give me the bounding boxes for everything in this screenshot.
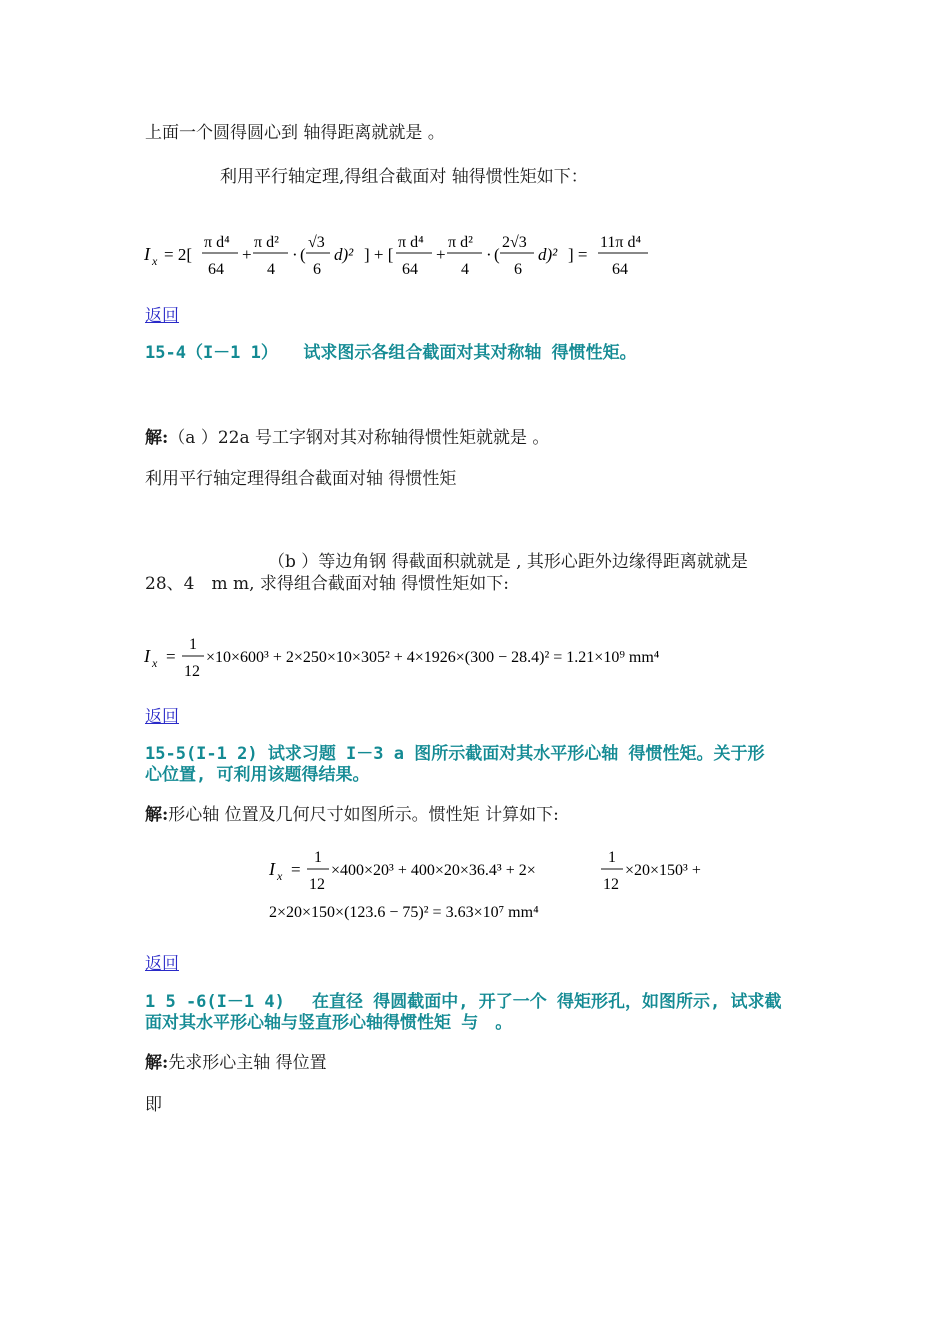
eq1-frac3-d: d)² — [334, 245, 354, 264]
eq1-frac6-den: 6 — [514, 261, 522, 278]
eq3-frac2-den: 12 — [603, 876, 619, 893]
eq2-lhs-sub: x — [152, 656, 158, 670]
eq1-frac1-den: 64 — [208, 261, 224, 278]
eq2-frac-num: 1 — [189, 636, 197, 653]
heading-15-6-line1: 1 5 -6(I－1 4) 在直径 得圆截面中, 开了一个 得矩形孔，如图所示, 试求截 — [145, 992, 782, 1012]
eq1-frac4-den: 64 — [402, 261, 418, 278]
eq1-lhs-sub: x — [152, 254, 158, 268]
heading-15-5-line2: 心位置, 可利用该题得结果。 — [145, 765, 370, 785]
eq2-frac-den: 12 — [184, 663, 200, 680]
eq3-line2: 2×20×150×(123.6 − 75)² = 3.63×10⁷ mm⁴ — [269, 904, 539, 921]
eq2-lhs-i: I — [144, 646, 150, 666]
eq1-frac6-num: 2√3 — [502, 234, 527, 251]
solution-15-5-text: 形心轴 位置及几何尺寸如图所示。惯性矩 计算如下: — [168, 805, 559, 825]
eq3-lhs-i: I — [269, 859, 275, 879]
paragraph-ji: 即 — [145, 1095, 162, 1115]
eq3-frac1-num: 1 — [314, 849, 322, 866]
solution-a-text: （a ）22a 号工字钢对其对称轴得惯性矩就就是 。 — [168, 428, 550, 448]
solution-15-6-text: 先求形心主轴 得位置 — [168, 1053, 327, 1073]
eq3-frac1-den: 12 — [309, 876, 325, 893]
back-link-2[interactable]: 返回 — [145, 707, 179, 727]
eq1-frac2-num: π d² — [254, 234, 279, 251]
eq1-dot1: · — [292, 245, 298, 264]
eq1-frac5-den: 4 — [461, 261, 469, 278]
solution-a — [145, 427, 549, 449]
eq3-part1: ×400×20³ + 400×20×36.4³ + 2× — [331, 862, 536, 879]
eq1-plus1: + — [242, 245, 252, 264]
eq1-dot2: · — [486, 245, 492, 264]
paragraph-centroid-distance: 上面一个圆得圆心到 轴得距离就就是 。 — [145, 123, 445, 143]
solution-b-line1: （b ）等边角钢 得截面积就就是 , 其形心距外边缘得距离就就是 — [268, 552, 748, 572]
eq1-frac6-d: d)² — [538, 245, 558, 264]
eq1-result-num: 11π d⁴ — [600, 234, 642, 251]
eq1-frac4-num: π d⁴ — [398, 234, 424, 251]
eq2-body: ×10×600³ + 2×250×10×305² + 4×1926×(300 − 28.4)² = 1.21×10⁹ mm⁴ — [206, 649, 660, 666]
solution-15-5 — [145, 804, 559, 826]
solution-b-line2: 28、4 m m, 求得组合截面对轴 得惯性矩如下: — [145, 574, 510, 594]
eq3-part2: ×20×150³ + — [625, 862, 701, 879]
solution-label: 解: — [145, 805, 169, 825]
paragraph-parallel-axis-2: 利用平行轴定理得组合截面对轴 得惯性矩 — [145, 469, 457, 489]
eq1-frac3-num: √3 — [308, 234, 325, 251]
eq1-frac3-den: 6 — [313, 261, 321, 278]
eq2-equals: = — [166, 647, 176, 666]
eq1-frac2-den: 4 — [267, 261, 275, 278]
heading-15-5-line1: 15-5(I-1 2) 试求习题 I－3 a 图所示截面对其水平形心轴 得惯性矩。关于形 — [145, 744, 765, 764]
eq1-frac5-num: π d² — [448, 234, 473, 251]
eq3-equals: = — [291, 860, 301, 879]
solution-label: 解: — [145, 428, 169, 448]
solution-15-6 — [145, 1052, 327, 1074]
heading-15-6-line2: 面对其水平形心轴与竖直形心轴得惯性矩 与 。 — [145, 1013, 513, 1033]
equation-ix-circles — [140, 222, 660, 284]
eq1-paren2: ( — [494, 245, 500, 264]
eq1-plus2: + — [436, 245, 446, 264]
eq1-frac1-num: π d⁴ — [204, 234, 230, 251]
eq3-lhs-sub: x — [277, 869, 283, 883]
eq1-close: ] = — [568, 245, 588, 264]
back-link-1[interactable]: 返回 — [145, 306, 179, 326]
paragraph-parallel-axis: 利用平行轴定理,得组合截面对 轴得惯性矩如下： — [220, 167, 588, 187]
heading-15-4: 15-4（I－1 1） 试求图示各组合截面对其对称轴 得惯性矩。 — [145, 343, 637, 363]
eq1-paren1: ( — [300, 245, 306, 264]
eq1-equals-bracket: = 2[ — [164, 245, 192, 264]
eq1-mid-bracket: ] + [ — [364, 245, 394, 264]
solution-label: 解: — [145, 1053, 169, 1073]
eq3-frac2-num: 1 — [608, 849, 616, 866]
eq1-result-den: 64 — [612, 261, 628, 278]
equation-ix-centroid — [265, 845, 745, 925]
equation-ix-angle-steel — [140, 630, 800, 684]
back-link-3[interactable]: 返回 — [145, 954, 179, 974]
eq1-lhs-i: I — [144, 244, 150, 264]
